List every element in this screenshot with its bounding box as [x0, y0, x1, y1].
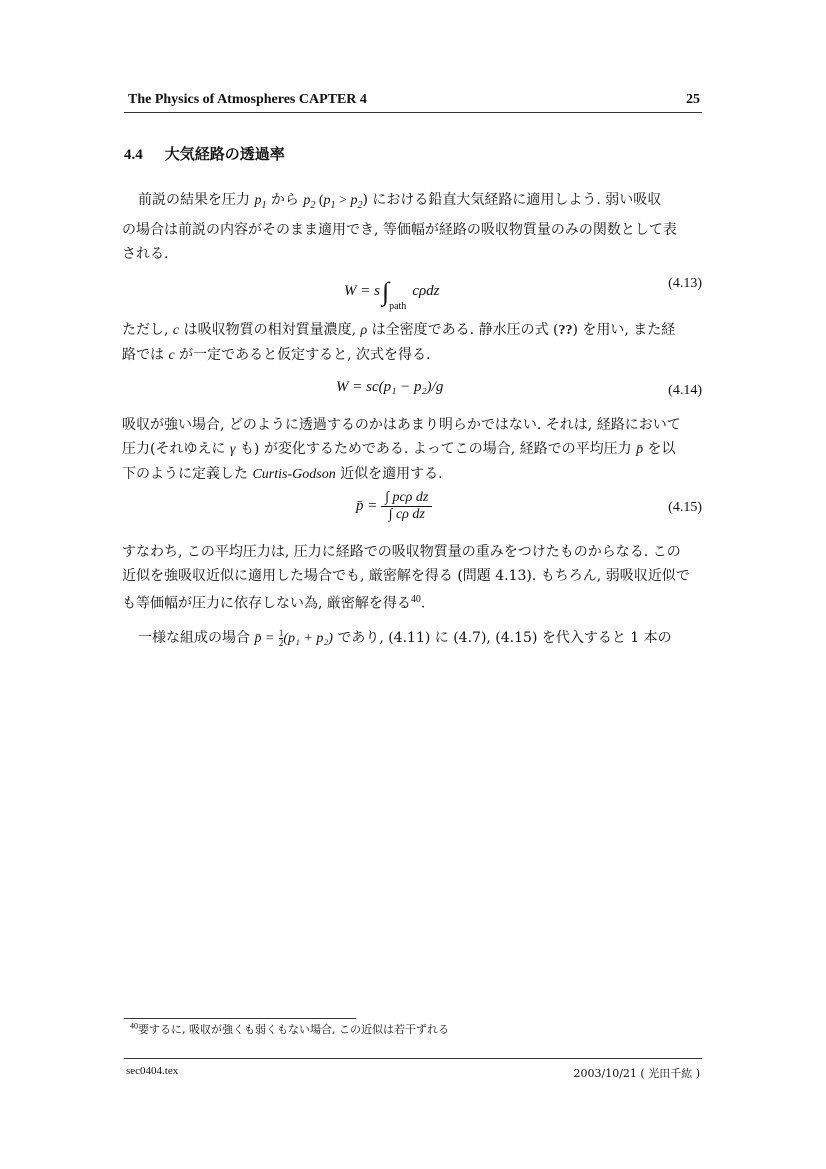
equation-number: (4.15)	[668, 500, 702, 515]
text-fragment: は吸収物質の相対質量濃度,	[179, 322, 361, 338]
footnote-rule	[124, 1018, 356, 1019]
math-p2-condition: $p_2$ ($p_1 > p_2$	[303, 193, 363, 211]
math-p1: $p_1$	[254, 193, 267, 211]
paragraph-3	[122, 413, 704, 487]
text-fragment: が一定であると仮定すると, 次式を得る.	[174, 347, 431, 363]
text-fragment: 前説の結果を圧力	[138, 192, 255, 208]
text-fragment: 近似を適用する.	[335, 466, 443, 482]
curtis-godson-term: Curtis-Godson	[252, 467, 336, 482]
fraction-denominator: ∫ cρ dz	[388, 507, 425, 522]
equation-number: (4.14)	[668, 383, 702, 398]
footnote-marker[interactable]: 40	[410, 594, 421, 605]
fraction-numerator: ∫ pcρ dz	[381, 490, 432, 507]
paragraph-4-line-2: 近似を強吸収近似に適用した場合でも, 厳密解を得る (問題 4.13). もちろん, 弱吸収近似で	[122, 568, 690, 584]
paragraph-2-line-1	[122, 318, 704, 343]
paragraph-3-line-1: 吸収が強い場合, どのように透過するのかはあまり明らかではない. それは, 経路において	[122, 417, 681, 433]
math-pbar: p̄	[636, 442, 644, 457]
equation-4-14-body: W = sc(p₁ − p₂)/g	[336, 379, 444, 395]
fraction	[381, 490, 432, 523]
text-fragment: であり, (4.11) に (4.7), (4.15) を代入すると 1 本の	[332, 630, 672, 646]
paragraph-1	[122, 188, 704, 266]
equation-lhs: W = s	[344, 283, 380, 299]
page-number: 25	[686, 92, 700, 107]
equation-4-13	[122, 272, 702, 312]
math-c: c	[168, 348, 175, 363]
equation-number: (4.13)	[668, 276, 702, 291]
paragraph-3-line-2	[122, 437, 704, 462]
footnote-number: 40	[130, 1021, 138, 1031]
equation-lhs: p̄ =	[356, 498, 378, 514]
section-title: 大気経路の透過率	[164, 145, 285, 163]
equation-4-13-body	[344, 272, 440, 312]
text-fragment: は全密度である. 静水圧の式 (	[367, 322, 559, 338]
text-fragment: .	[420, 595, 426, 612]
paragraph-1-line-1	[122, 188, 704, 218]
paragraph-4-line-3	[122, 588, 704, 616]
footnote-text: 要するに, 吸収が強くも弱くもない場合, この近似は若干ずれる	[138, 1023, 449, 1036]
text-fragment: 一様な組成の場合	[138, 630, 255, 646]
integral-sign: ∫	[381, 277, 390, 306]
paragraph-4	[122, 540, 704, 616]
text-fragment: から	[266, 192, 304, 208]
paragraph-3-line-3	[122, 462, 704, 487]
page-header	[124, 90, 702, 113]
paragraph-1-line-3: される.	[122, 245, 169, 262]
text-fragment: 下のように定義した	[122, 466, 253, 482]
math-pbar-def: p̄ =	[254, 631, 275, 646]
paragraph-2	[122, 318, 704, 368]
text-fragment: ) を用い, また経	[572, 322, 676, 338]
paragraph-4-line-1: すなわち, この平均圧力は, 圧力に経路での吸収物質量の重みをつけたものからなる. この	[122, 544, 681, 560]
fraction-numerator: 1	[278, 627, 284, 638]
footnote	[130, 1021, 449, 1037]
paragraph-1-line-2: の場合は前説の内容がそのまま適用でき, 等価幅が経路の吸収物質量のみの関数として表	[122, 221, 677, 238]
page-footer	[124, 1058, 702, 1080]
paragraph-2-line-2	[122, 343, 704, 368]
fraction-denominator: 2	[278, 637, 284, 648]
text-fragment: も) が変化するためである. よってこの場合, 経路での平均圧力	[235, 441, 637, 457]
math-sum: (p₁ + p₂)	[283, 631, 333, 646]
source-filename: sec0404.tex	[126, 1065, 179, 1077]
footer-date-author: 2003/10/21 ( 光田千紘 )	[573, 1067, 700, 1080]
math-c: c	[172, 323, 180, 338]
text-fragment: ) における鉛直大気経路に適用しよう. 弱い吸収	[362, 192, 662, 208]
unresolved-reference: ??	[558, 323, 573, 338]
text-fragment: ただし,	[122, 322, 173, 338]
equation-4-15	[122, 490, 702, 530]
paragraph-5-line-1	[122, 626, 704, 651]
text-fragment: も等価幅が圧力に依存しない為, 厳密解を得る	[122, 595, 411, 612]
equation-rhs: cρdz	[412, 283, 440, 299]
math-rho: ρ	[360, 323, 368, 338]
text-fragment: 圧力(それゆえに	[122, 441, 230, 457]
integral-limit: path	[389, 301, 407, 312]
text-fragment: を以	[643, 441, 676, 457]
section-number: 4.4	[124, 147, 143, 163]
running-title: The Physics of Atmospheres CAPTER 4	[128, 92, 367, 107]
paragraph-5	[122, 626, 704, 651]
text-fragment: 路では	[122, 347, 169, 363]
section-heading	[124, 143, 285, 164]
math-gamma: γ	[229, 442, 236, 457]
equation-4-15-body	[356, 490, 432, 523]
